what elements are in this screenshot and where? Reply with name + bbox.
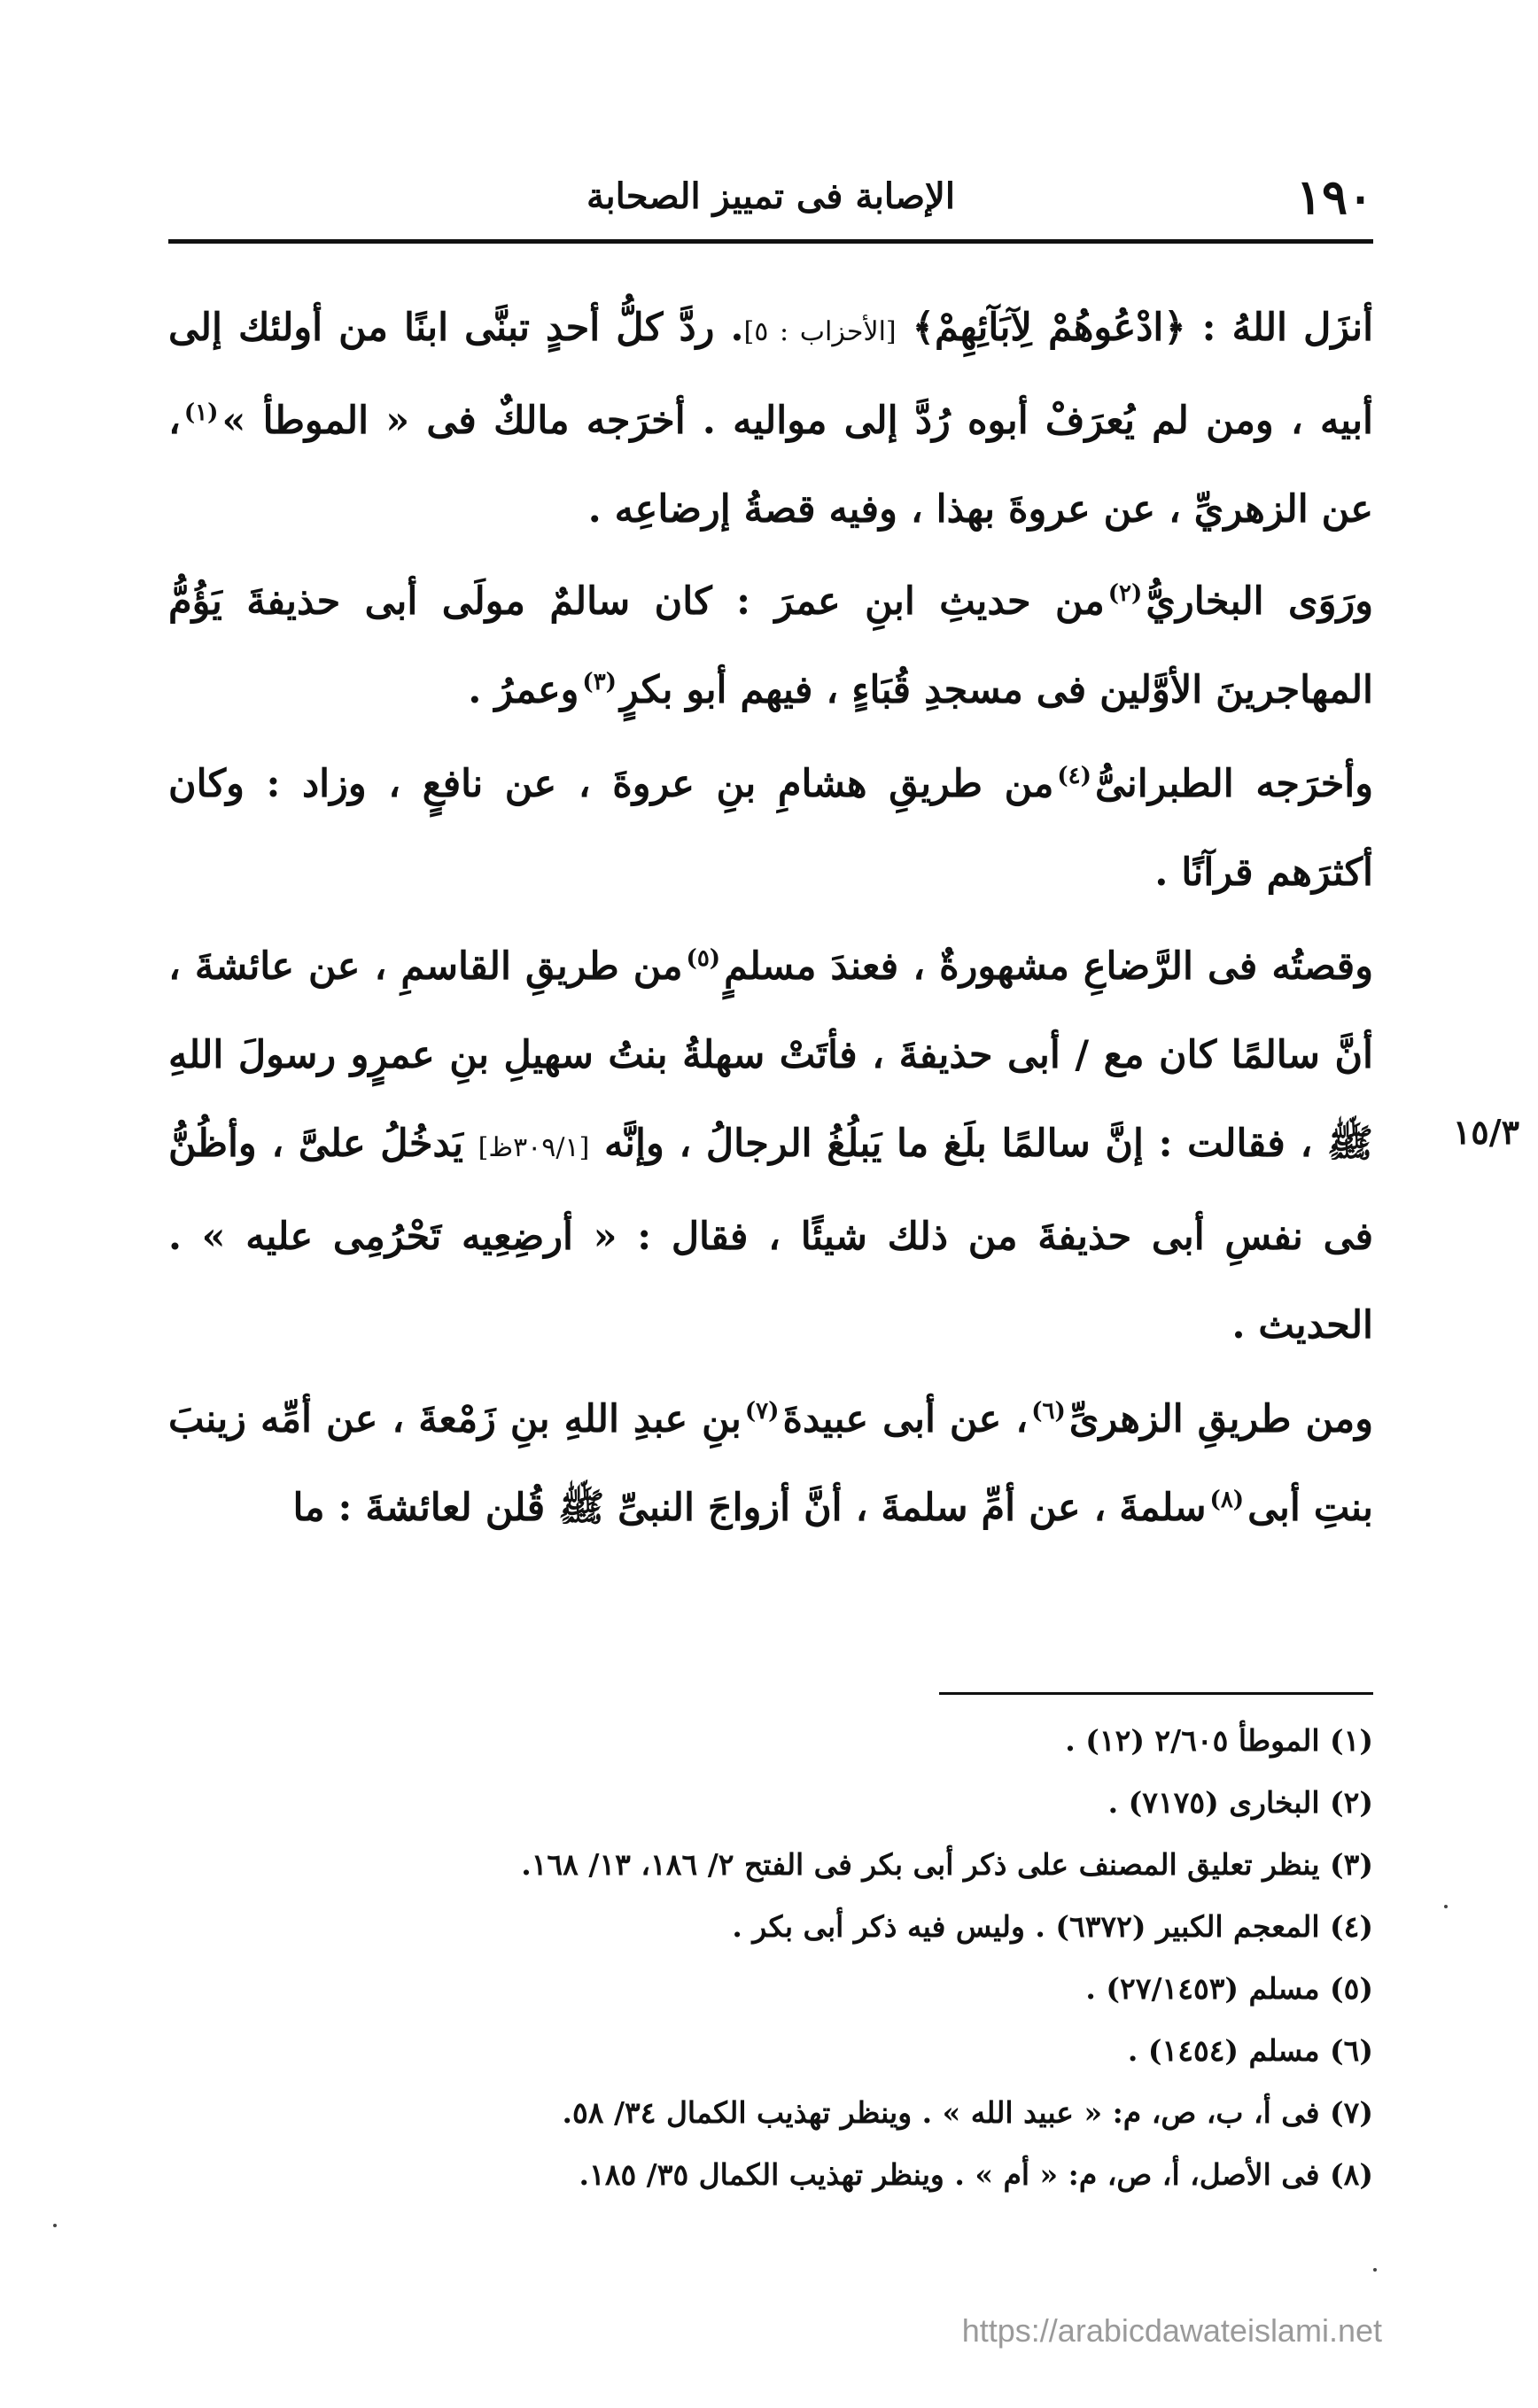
footnote-item: (٢) البخارى (٧١٧٥) . xyxy=(1107,1785,1373,1820)
inline-reference: [الأحزاب : ٥] xyxy=(743,316,897,347)
footnote-marker[interactable]: (٦) xyxy=(1031,1397,1066,1425)
footnote-item: (٦) مسلم (١٤٥٤) . xyxy=(1127,2033,1373,2068)
text-run: سلمةَ ، عن أمِّ سلمةَ ، أنَّ أزواجَ النبىِّ ﷺ قُلن لعائشةَ : ما xyxy=(292,1486,1207,1530)
footnote-marker[interactable]: (٨) xyxy=(1209,1486,1245,1513)
text-run: من طريقِ هشامِ بنِ عروةَ ، عن نافعٍ ، وزاد : وكان أكثرَهم قرآنًا . xyxy=(168,762,1373,895)
footnote-item: (٧) فى أ، ب، ص، م: « عبيد الله » . وينظر تهذيب الكمال ٣٤/ ٥٨. xyxy=(562,2095,1373,2130)
footnote-marker[interactable]: (٧) xyxy=(744,1397,780,1425)
footnote-item: (٣) ينظر تعليق المصنف على ذكر أبى بكر فى الفتح ٢/ ١٨٦، ١٣/ ١٦٨. xyxy=(521,1847,1373,1882)
footnote-marker[interactable]: (١) xyxy=(183,399,219,426)
body-paragraph xyxy=(168,740,1373,917)
body-paragraph xyxy=(168,922,1373,1370)
text-run: من حديثِ ابنِ عمرَ : كان سالمٌ مولَى أبى حذيفةَ يَؤُمُّ المهاجرينَ الأوَّلين فى مسجدِ قُبَاءٍ ، فيهم أبو بكرٍ xyxy=(168,579,1373,712)
footnote-rule xyxy=(939,1692,1373,1695)
text-run: بنِ عبدِ اللهِ بنِ زَمْعةَ ، عن أمِّه زينبَ بنتِ أبى xyxy=(168,1397,1373,1530)
header-rule xyxy=(168,239,1373,244)
footnote-item: (٥) مسلم (٢٧/١٤٥٣) . xyxy=(1085,1971,1373,2006)
text-run: وعمرُ . xyxy=(468,668,579,712)
text-run: وأخرَجه الطبرانىُّ xyxy=(1094,762,1373,806)
footnote-item: (١) الموطأ ٢/٦٠٥ (١٢) . xyxy=(1065,1723,1373,1758)
footnote-item: (٤) المعجم الكبير (٦٣٧٢) . وليس فيه ذكر أبى بكر . xyxy=(732,1909,1373,1944)
scan-speck xyxy=(1373,2268,1377,2272)
main-text xyxy=(168,284,1373,1557)
text-run: ومن طريقِ الزهرىِّ xyxy=(1068,1397,1373,1441)
footnote-marker[interactable]: (٣) xyxy=(582,668,617,695)
body-paragraph xyxy=(168,557,1373,734)
text-run: أنزَل اللهُ : ﴿ادْعُوهُمْ لِآبَآئِهِمْ﴾ xyxy=(896,306,1374,350)
inline-reference: [٣٠٩/١ظ] xyxy=(478,1132,590,1163)
footnote-marker[interactable]: (٤) xyxy=(1057,762,1091,789)
text-run: يَدخُلُ علىَّ ، وأظُنُّ فى نفسِ أبى حذيفةَ من ذلك شيئًا ، فقال : « أرضِعِيه تَحْرُمِى عليه » . الحديث . xyxy=(168,1122,1373,1348)
body-paragraph xyxy=(168,284,1373,554)
text-run: من طريقِ القاسمِ ، عن عائشةَ ، أنَّ سالمًا كان مع / أبى حذيفةَ ، فأتَتْ سهلةُ بنتُ سهيلِ بنِ عمرٍو رسولَ اللهِ ﷺ ، فقالت : إنَّ سالمًا بلَغ ما يَبلُغُ الرجالُ ، وإنَّه xyxy=(168,944,1373,1166)
scan-speck xyxy=(53,2224,57,2227)
body-paragraph xyxy=(168,1375,1373,1552)
watermark-url: https://arabicdawateislami.net xyxy=(961,2312,1382,2349)
text-run: وقصتُه فى الرَّضاعِ مشهورةٌ ، فعندَ مسلمٍ xyxy=(724,944,1374,989)
margin-reference: ١٥/٣ xyxy=(1452,1112,1519,1152)
page-header xyxy=(168,168,1373,230)
book-title: الإصابة فى تمييز الصحابة xyxy=(586,175,955,217)
scan-speck xyxy=(1444,1905,1448,1908)
footnote-marker[interactable]: (٥) xyxy=(686,944,721,972)
page-number: ١٩٠ xyxy=(1295,168,1373,225)
text-run: ، عن أبى عبيدةَ xyxy=(782,1397,1029,1441)
text-run: ورَوَى البخاريُّ xyxy=(1146,579,1374,624)
text-run: . ردَّ كلُّ أحدٍ تبنَّى ابنًا من أولئك إلى أبيه ، ومن لم يُعرَفْ أبوه رُدَّ إلى مواليه . أخرَجه مالكٌ فى « الموطأ » xyxy=(168,306,1373,443)
footnotes xyxy=(346,1710,1373,2206)
footnote-item: (٨) فى الأصل، أ، ص، م: « أم » . وينظر تهذيب الكمال ٣٥/ ١٨٥. xyxy=(579,2157,1373,2192)
footnote-marker[interactable]: (٢) xyxy=(1107,579,1143,607)
text-run: ، عن الزهريِّ ، عن عروةَ بهذا ، وفيه قصةُ إرضاعِه . xyxy=(168,399,1373,532)
